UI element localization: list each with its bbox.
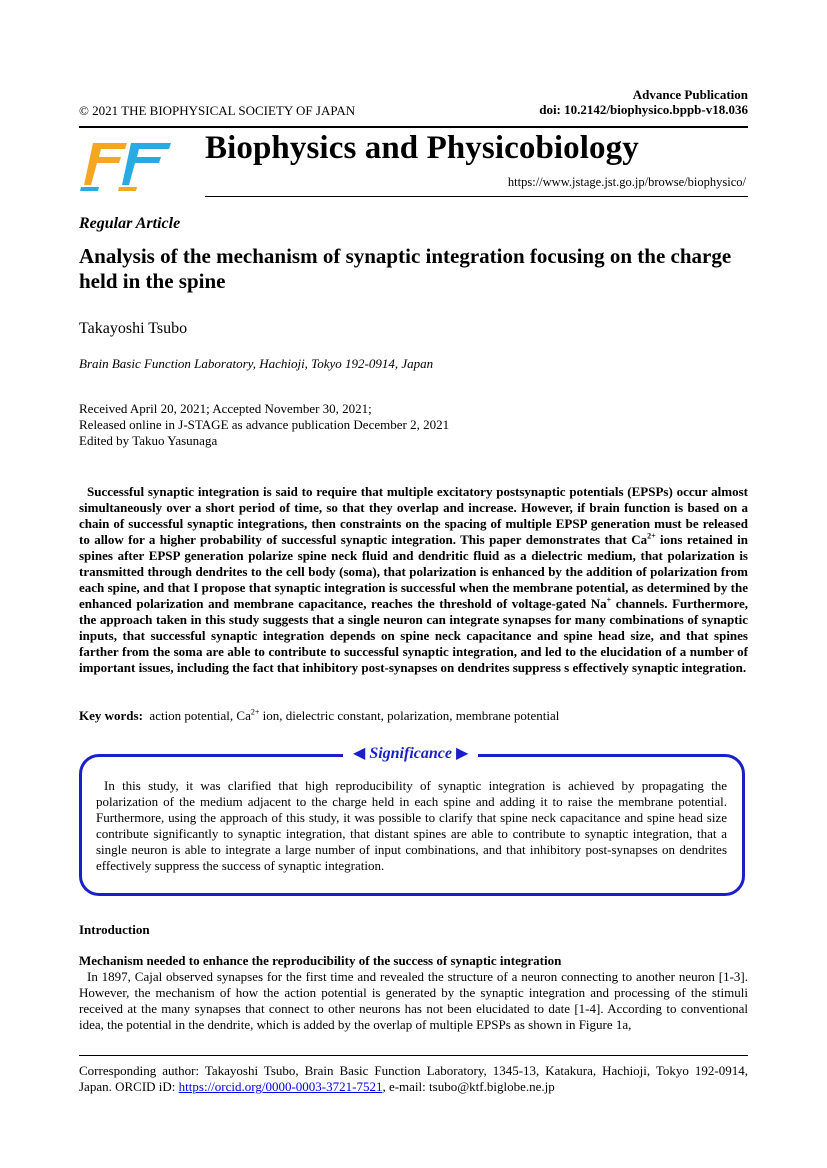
author-affiliation: Brain Basic Function Laboratory, Hachioji, Tokyo 192-0914, Japan: [79, 356, 434, 371]
article-title: Analysis of the mechanism of synaptic integration focusing on the charge held in the spine: [79, 244, 732, 293]
keywords-post: ion, dielectric constant, polarization, membrane potential: [259, 708, 560, 723]
abstract-sup-2: +: [606, 595, 612, 605]
keywords-pre: action potential, Ca: [149, 708, 251, 723]
footnote-rule: [79, 1055, 748, 1056]
keywords: [79, 708, 559, 724]
article-history: [79, 401, 449, 449]
publication-info: [539, 87, 748, 117]
journal-title: Biophysics and Physicobiology: [205, 130, 639, 166]
abstract-part-1: Successful synaptic integration is said to require that multiple excitatory postsynaptic potentials (EPSPs) occur almost simultaneously over a short period of time, so that they overlap and increase. However, if brain function is based on a chain of successful synaptic integrations, then constraints on the spacing of multiple EPSP generation must be released to allow for a higher probability of successful synaptic integration. This paper demonstrates that Ca: [79, 484, 748, 547]
journal-rule: [205, 196, 748, 197]
corresponding-author-footnote: [79, 1063, 748, 1095]
author-name: Takayoshi Tsubo: [79, 320, 188, 337]
editor: Edited by Takuo Yasunaga: [79, 433, 218, 448]
abstract-sup-1: 2+: [647, 531, 656, 541]
orcid-link[interactable]: https://orcid.org/0000-0003-3721-7521: [178, 1079, 383, 1094]
journal-logo-icon: [79, 135, 179, 193]
abstract-part-2: ions retained in spines after EPSP generation polarize spine neck fluid and dendritic fluid as a dielectric medium, that polarization is transmitted through dendrites to the cell body (soma), that polarization is enhanced by the addition of polarization from each spine, and that I propose that synaptic integration is successful when the membrane potential, as determined by the enhanced polarization and membrane capacitance, reaches the threshold of voltage-gated Na: [79, 532, 749, 611]
abstract: [79, 484, 748, 676]
keywords-label: Key words:: [79, 708, 143, 723]
keywords-sup: 2+: [250, 707, 260, 717]
release-date: Released online in J-STAGE as advance publication December 2, 2021: [79, 417, 450, 432]
introduction-text: In 1897, Cajal observed synapses for the first time and revealed the structure of a neuron connecting to another neuron [1-3]. However, the mechanism of how the action potential is generated by the synaptic integration and processing of the stimuli received at the many synapses that connect to other neurons has not been elucidated to date [1-4]. According to conventional idea, the potential in the dendrite, which is added by the overlap of multiple EPSPs as shown in Figure 1a,: [79, 969, 748, 1032]
left-triangle-icon: ◀: [353, 745, 366, 762]
significance-text: In this study, it was clarified that high reproducibility of synaptic integration is achieved by propagating the polarization of the medium adjacent to the charge held in each spine and adding it to raise the membrane potential. Furthermore, using the approach of this study, it was possible to clarify that spine neck capacitance and spine head size contribute significantly to synaptic integration, that distant spines are able to contribute to synaptic integration, that a single neuron is able to integrate a large number of input combinations, and that inhibitory post-synapses on dendrites effectively suppress the success of synaptic integration.: [96, 778, 727, 873]
article-type: Regular Article: [79, 215, 181, 232]
section-subheading: Mechanism needed to enhance the reproducibility of the success of synaptic integration: [79, 953, 562, 968]
introduction-heading: Introduction: [79, 922, 150, 937]
doi[interactable]: doi: 10.2142/biophysico.bppb-v18.036: [539, 102, 748, 117]
copyright-notice: © 2021 THE BIOPHYSICAL SOCIETY OF JAPAN: [79, 103, 356, 118]
significance-label: Significance: [369, 745, 452, 762]
right-triangle-icon: ▶: [455, 745, 469, 762]
footnote-pre: Corresponding author: Takayoshi Tsubo, Brain Basic Function Laboratory, 1345-13, Katakura, Hachioji, Tokyo 192-0914, Japan. ORCID iD:: [79, 1063, 748, 1094]
journal-url[interactable]: https://www.jstage.jst.go.jp/browse/biophysico/: [507, 175, 746, 189]
footnote-post: , e-mail: tsubo@ktf.biglobe.ne.jp: [382, 1079, 555, 1094]
received-date: Received April 20, 2021; Accepted November 30, 2021;: [79, 401, 372, 416]
significance-title: [343, 743, 478, 763]
header-rule: [79, 126, 748, 128]
abstract-part-3: channels. Furthermore, the approach taken in this study suggests that a single neuron can integrate synapses for many combinations of synaptic inputs, that successful synaptic integration depends on spine neck capacitance and spine head size, and that spines farther from the soma are able to contribute to successful synaptic integration, and led to the elucidation of a number of important issues, including the fact that inhibitory post-synapses on dendrites suppress s effectively synaptic integration.: [79, 596, 748, 675]
advance-publication-label: Advance Publication: [632, 87, 748, 102]
